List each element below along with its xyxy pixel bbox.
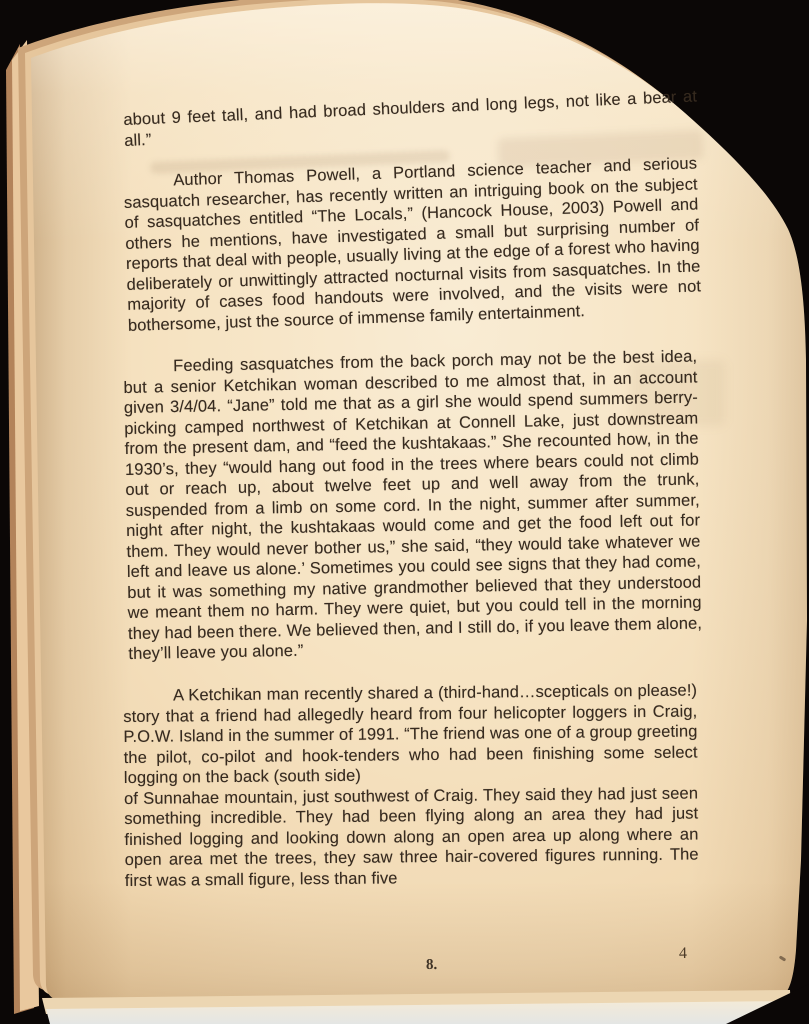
paragraph-text: Feeding sasquatches from the back porch may not be the best idea, but a senior Ketchikan woman described to me almost that, in an account given 3/4/04. “Jane” told me that as a girl she would spend summers berry-picking camped northwest of Ketchikan at Connell Lake, just downstream from the present dam, and “feed the kushtakaas.” She recounted how, in the 1930’s, they “would hang out food in the trees where bears could not climb out or reach up, about twelve feet up and well away from the trunk, suspended from a limb on some cord. In the night, summer after summer, night after night, the kushtakaas would come and get the food left out for them. They would never bother us,” she said, “they would take whatever we left and leave us alone.’ Sometimes you could see signs that they had come, but it was something my native grandmother believed that they understood we meant them no harm. They were quiet, but you could tell in the morning they had been there. We believed then, and I still do, if you leave them alone, they’ll leave you alone.” (123, 347, 703, 663)
paragraph-text: about 9 feet tall, and had broad shoulders and long legs, not like a bear at all.” (123, 87, 698, 150)
body-paragraph (123, 680, 699, 891)
page-text-column (123, 87, 703, 912)
page-number-corner: 4 (678, 944, 688, 963)
body-paragraph (123, 346, 703, 664)
paragraph-text-continued: of Sunnahae mountain, just southwest of Craig. They said they had just seen something incredible. They had been flying along an area they had just finished logging and looking down along an open area up along where an open area met the trees, they saw three hair-covered figures running. The first was a small figure, less than five (123, 783, 699, 889)
body-paragraph (123, 153, 702, 335)
page-number-center: 8. (425, 956, 438, 974)
paragraph-text: A Ketchikan man recently shared a (third-hand…scepticals on please!) story that a friend had allegedly heard from four helicopter loggers in Craig, P.O.W. Island in the summer of 1991. “The friend was one of a group greeting the pilot, co-pilot and hook-tenders who had been finishing some select logging on the back (south side) (123, 680, 698, 787)
paragraph-text: Author Thomas Powell, a Portland science teacher and serious sasquatch researcher, has recently written an intriguing book on the subject of sasquatches entitled “The Locals,” (Hancock House, 2003) Powell and others he mentions, have investigated a small but surprising number of reports that deal with people, usually living at the edge of a forest who having deliberately or unwittingly attracted nocturnal visits from sasquatches. In the majority of cases food handouts were involved, and the visits were not bothersome, just the source of immense family entertainment. (123, 154, 702, 335)
